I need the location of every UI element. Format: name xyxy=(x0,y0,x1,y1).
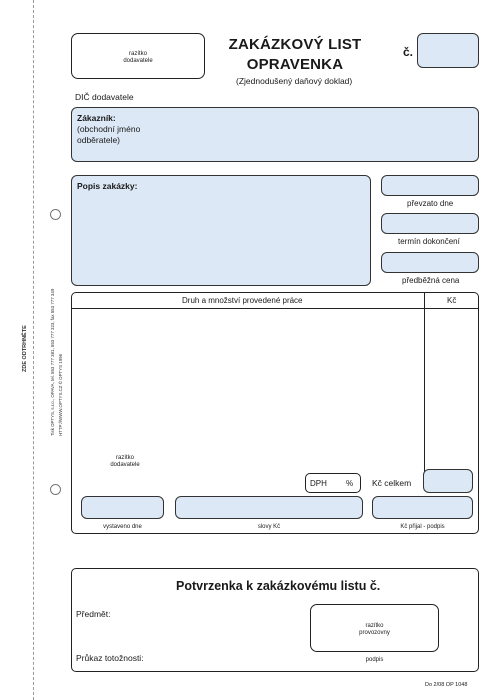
cut-here-label: ZDE ODTRHNĚTE xyxy=(22,325,28,372)
order-description-label: Popis zakázky: xyxy=(77,181,138,191)
printer-credit-line2: HTTP://WWW.OPTYS.CZ © OPTYS 1996 xyxy=(58,353,63,436)
id-document-field[interactable] xyxy=(152,649,302,665)
price-column-header: Kč xyxy=(447,296,457,305)
received-date-field[interactable] xyxy=(381,175,479,196)
completion-date-field[interactable] xyxy=(381,213,479,234)
price-entries-area[interactable] xyxy=(425,309,477,459)
number-label: č. xyxy=(403,45,414,59)
form-code: Do 2/08 OP 1048 xyxy=(425,682,468,688)
work-column-header: Druh a množství provedené práce xyxy=(182,296,303,305)
received-by-signature-field[interactable] xyxy=(372,496,473,519)
vat-label: DPH xyxy=(310,479,327,488)
printer-credit-line1: Tisk OPTYS, s.r.o., OPAVA, tel. 553 777 381, 553 777 323, fax 553 777 349 xyxy=(50,288,55,436)
order-description-field[interactable] xyxy=(71,175,371,286)
tear-off-stub xyxy=(0,0,40,700)
supplier-vat-label: DIČ dodavatele xyxy=(75,92,134,102)
perforation-line xyxy=(33,0,34,700)
establishment-stamp-box[interactable] xyxy=(310,604,439,652)
received-date-label: převzato dne xyxy=(407,199,454,208)
supplier-stamp-label: razítko dodavatele xyxy=(123,51,153,64)
form-subtitle: (Zjednodušený daňový doklad) xyxy=(236,76,353,86)
subject-field[interactable] xyxy=(122,605,302,621)
signature-label: podpis xyxy=(365,657,384,663)
issued-date-field[interactable] xyxy=(81,496,164,519)
customer-field[interactable] xyxy=(71,107,479,162)
vat-field[interactable] xyxy=(305,473,361,493)
amount-in-words-field[interactable] xyxy=(175,496,363,519)
total-label: Kč celkem xyxy=(372,478,412,488)
subject-label: Předmět: xyxy=(76,609,111,619)
receipt-section xyxy=(71,568,479,672)
estimated-price-label: předběžná cena xyxy=(402,276,460,285)
completion-date-label: termín dokončení xyxy=(398,237,460,246)
vat-percent-label: % xyxy=(346,479,354,488)
form-title: ZAKÁZKOVÝ LIST OPRAVENKA xyxy=(228,36,362,73)
issued-date-label: vystaveno dne xyxy=(103,524,142,530)
amount-in-words-label: slovy Kč xyxy=(257,524,281,530)
id-document-label: Průkaz totožnosti: xyxy=(76,653,144,663)
receipt-title: Potvrzenka k zakázkovému listu č. xyxy=(176,579,381,593)
table-stamp-label: razítko dodavatele xyxy=(110,455,140,468)
establishment-stamp-label: razítko provozovny xyxy=(359,623,390,636)
customer-label: Zákazník: (obchodní jméno odběratele) xyxy=(77,113,141,145)
estimated-price-field[interactable] xyxy=(381,252,479,273)
binder-hole-bottom xyxy=(50,484,61,495)
work-entries-area[interactable] xyxy=(73,309,422,459)
binder-hole-top xyxy=(50,209,61,220)
supplier-stamp-box[interactable] xyxy=(71,33,205,79)
total-amount-field[interactable] xyxy=(423,469,473,493)
received-by-label: Kč přijal - podpis xyxy=(400,524,445,530)
form-number-field[interactable] xyxy=(417,33,479,68)
